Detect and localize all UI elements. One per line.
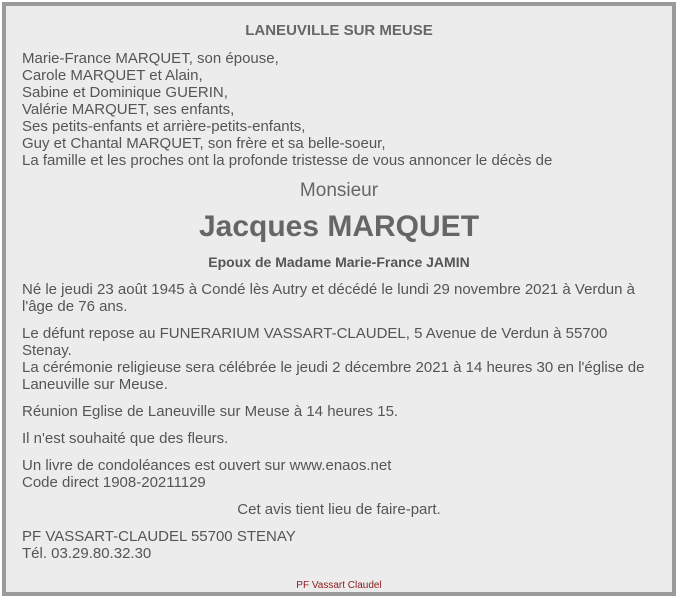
family-line: Sabine et Dominique GUERIN, (22, 84, 228, 101)
birth-death-text: Né le jeudi 23 août 1945 à Condé lès Autry et décédé le lundi 29 novembre 2021 à Verdun à l'âge de 76 ans. (22, 281, 635, 315)
flowers-text: Il n'est souhaité que des fleurs. (22, 430, 229, 447)
family-line: Marie-France MARQUET, son épouse, (22, 50, 279, 67)
obituary-notice (2, 2, 676, 596)
family-line: Ses petits-enfants et arrière-petits-enfants, (22, 118, 306, 135)
funeral-home-block (22, 528, 656, 562)
family-line: Carole MARQUET et Alain, (22, 67, 203, 84)
family-line: Valérie MARQUET, ses enfants, (22, 101, 235, 118)
ceremony-line: La cérémonie religieuse sera célébrée le jeudi 2 décembre 2021 à 14 heures 30 en l'église de Laneuville sur Meuse. (22, 359, 645, 393)
reunion-text: Réunion Eglise de Laneuville sur Meuse à 14 heures 15. (22, 403, 399, 420)
family-list (22, 50, 656, 169)
footer-signature: PF Vassart Claudel (296, 580, 382, 591)
civility: Monsieur (299, 180, 379, 201)
family-line: La famille et les proches ont la profonde tristesse de vous annoncer le décès de (22, 152, 553, 169)
funerarium-block (22, 325, 656, 393)
funeral-home-name: PF VASSART-CLAUDEL 55700 STENAY (22, 528, 296, 545)
spouse-line: Epoux de Madame Marie-France JAMIN (208, 254, 470, 270)
funerarium-line: Le défunt repose au FUNERARIUM VASSART-CLAUDEL, 5 Avenue de Verdun à 55700 Stenay. (22, 325, 608, 359)
code-line: Code direct 1908-20211129 (22, 474, 206, 491)
condolences-line: Un livre de condoléances est ouvert sur www.enaos.net (22, 457, 392, 474)
town-heading: LANEUVILLE SUR MEUSE (245, 22, 433, 39)
deceased-name: Jacques MARQUET (198, 210, 480, 243)
faire-part-text: Cet avis tient lieu de faire-part. (237, 501, 441, 518)
family-line: Guy et Chantal MARQUET, son frère et sa belle-soeur, (22, 135, 386, 152)
funeral-home-phone: Tél. 03.29.80.32.30 (22, 545, 152, 562)
condolences-block (22, 457, 656, 491)
